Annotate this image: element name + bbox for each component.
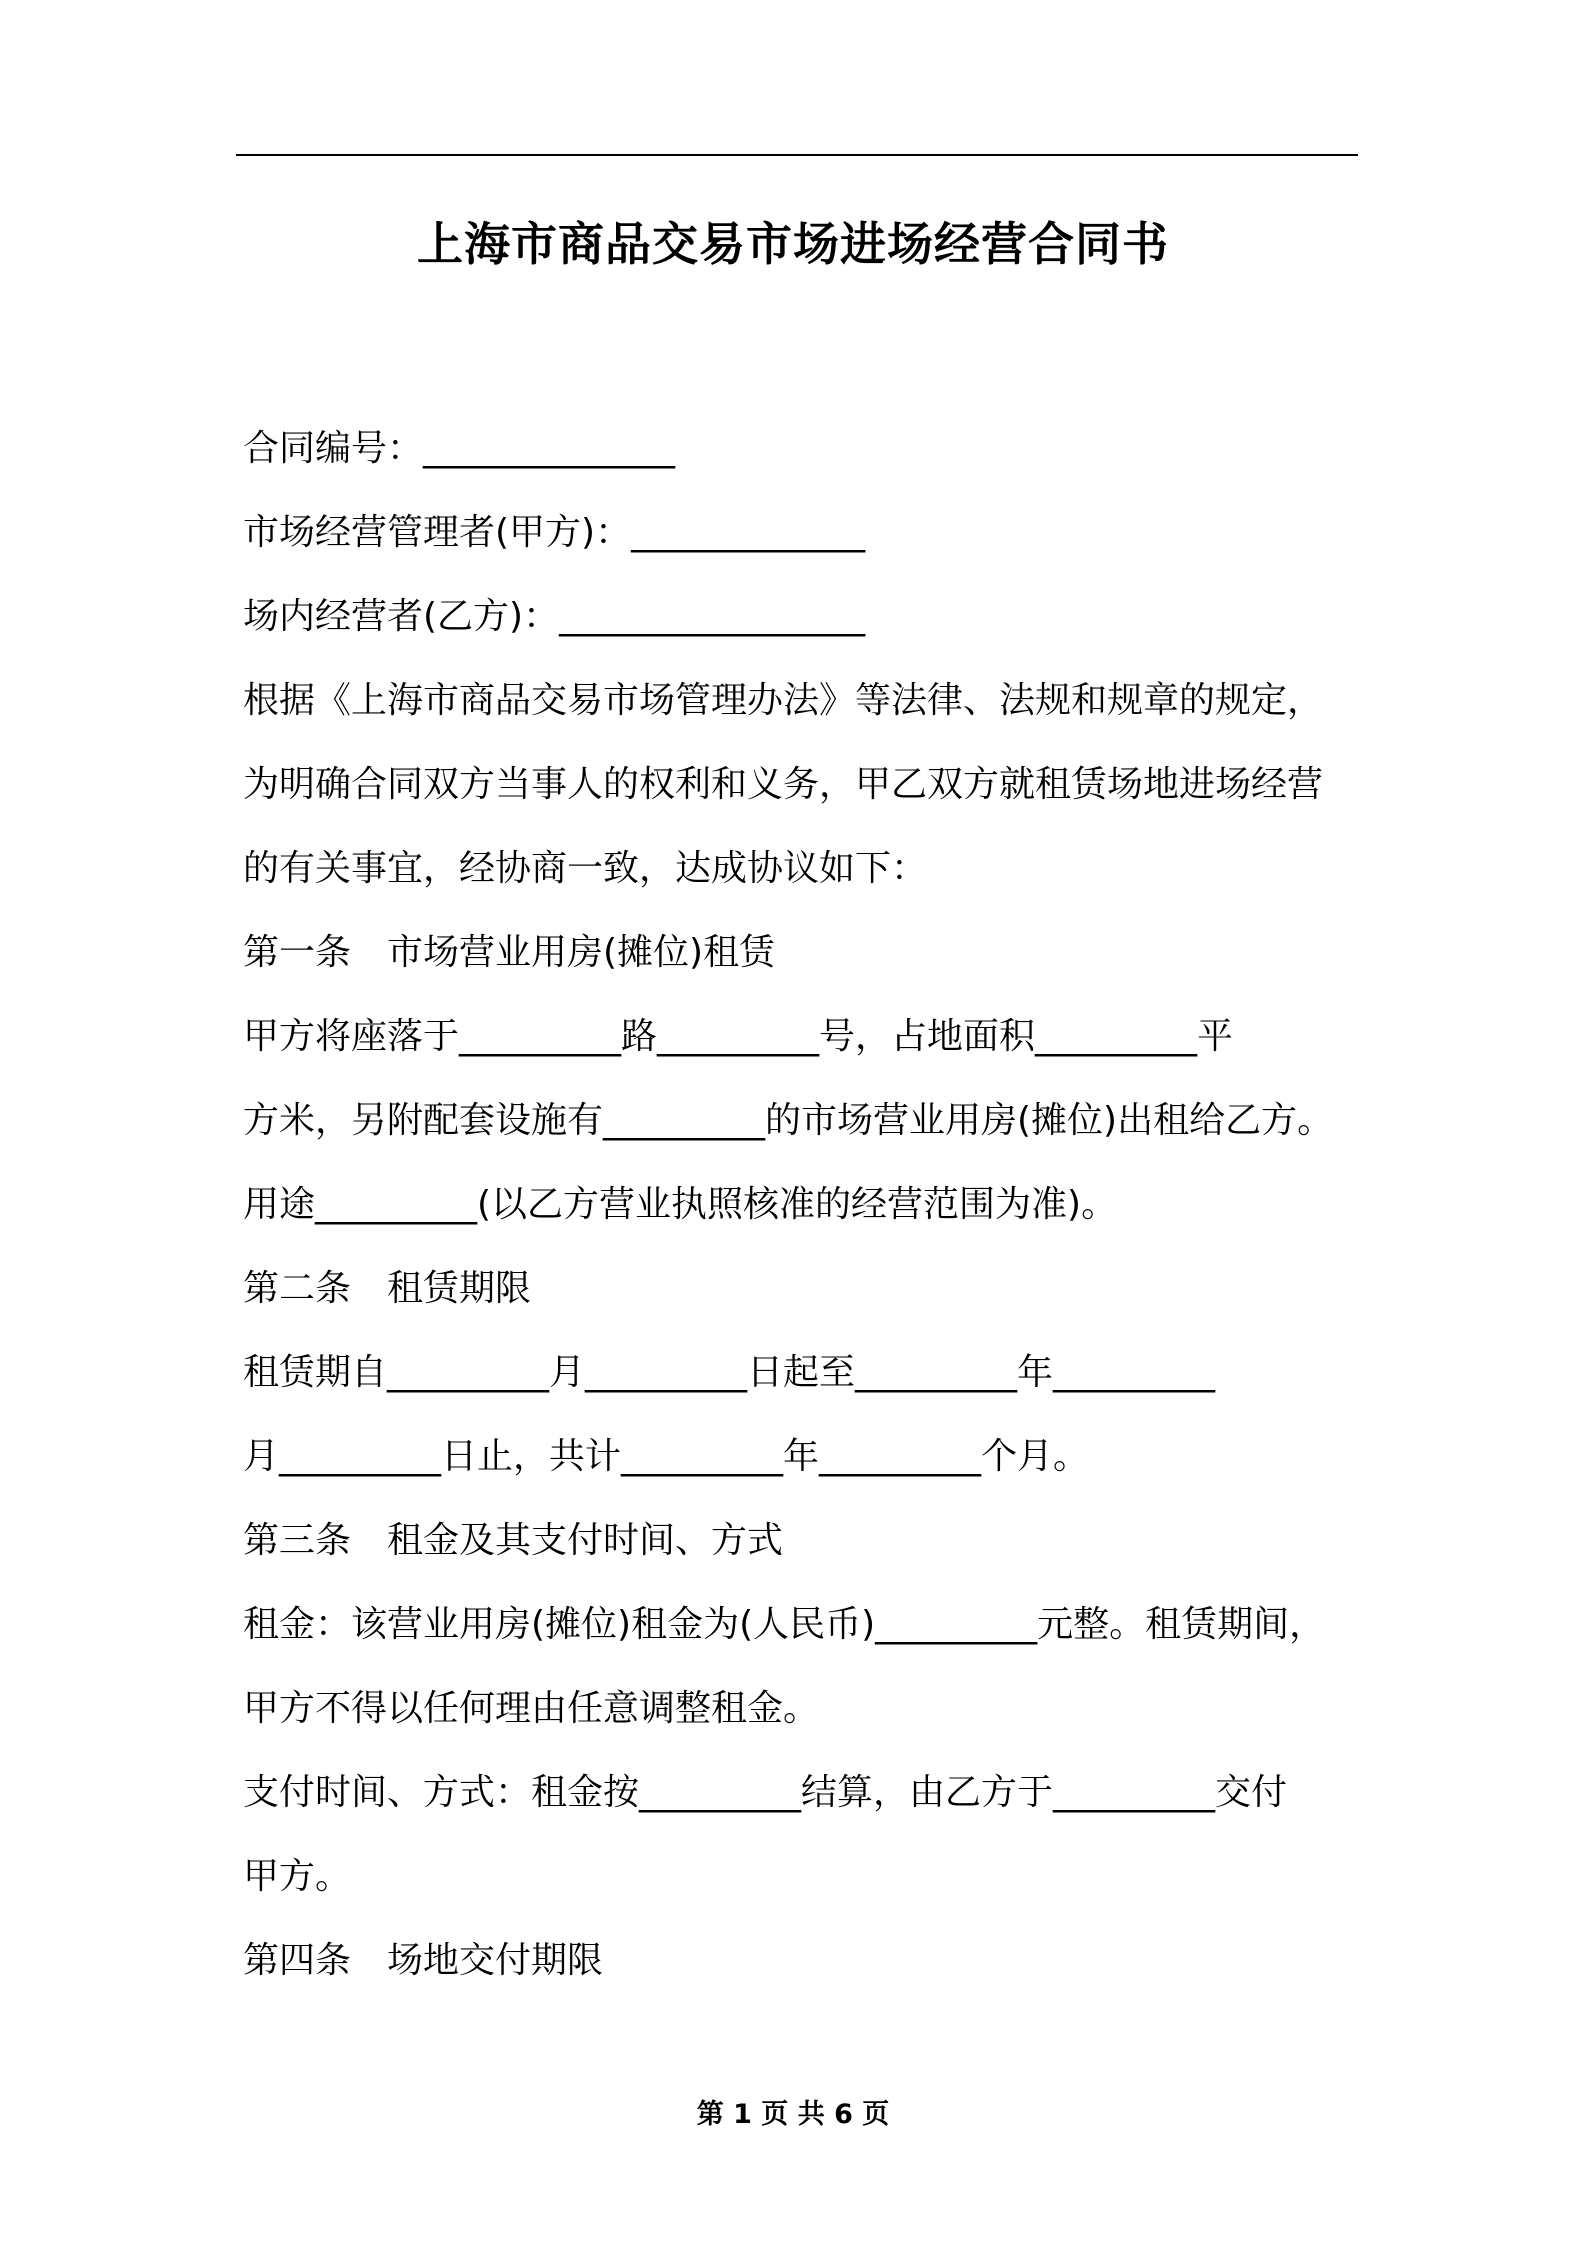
contract-number-line: 合同编号：______________: [243, 428, 676, 469]
article-4-heading: 第四条 场地交付期限: [243, 1940, 604, 1981]
article-2-line-2: 月_________日止，共计_________年_________个月。: [243, 1436, 1090, 1477]
article-1-line-2: 方米，另附配套设施有_________的市场营业用房(摊位)出租给乙方。: [243, 1100, 1334, 1141]
article-3-line-4: 甲方。: [243, 1856, 352, 1897]
article-3-line-2: 甲方不得以任何理由任意调整租金。: [243, 1688, 820, 1729]
article-2-heading: 第二条 租赁期限: [243, 1268, 532, 1309]
preamble-line-2: 为明确合同双方当事人的权利和义务，甲乙双方就租赁场地进场经营: [243, 764, 1324, 805]
party-b-line: 场内经营者(乙方)：_________________: [243, 596, 866, 637]
article-3-line-1: 租金：该营业用房(摊位)租金为(人民币)_________元整。租赁期间，: [243, 1604, 1326, 1645]
article-3-heading: 第三条 租金及其支付时间、方式: [243, 1520, 784, 1561]
party-a-line: 市场经营管理者(甲方)：_____________: [243, 512, 866, 553]
article-3-line-3: 支付时间、方式：租金按_________结算，由乙方于_________交付: [243, 1772, 1288, 1813]
document-title: 上海市商品交易市场进场经营合同书: [417, 217, 1169, 271]
article-1-heading: 第一条 市场营业用房(摊位)租赁: [243, 932, 776, 973]
preamble-line-3: 的有关事宜，经协商一致，达成协议如下：: [243, 848, 928, 889]
preamble-line-1: 根据《上海市商品交易市场管理办法》等法律、法规和规章的规定，: [243, 680, 1324, 721]
header-rule: [236, 154, 1358, 156]
contract-body: [243, 407, 1383, 2003]
article-1-line-1: 甲方将座落于_________路_________号，占地面积_________平: [243, 1016, 1234, 1057]
article-1-line-3: 用途_________(以乙方营业执照核准的经营范围为准)。: [243, 1184, 1118, 1225]
article-2-line-1: 租赁期自_________月_________日起至_________年_________: [243, 1352, 1216, 1393]
page-number-footer: 第 1 页 共 6 页: [696, 2099, 890, 2130]
